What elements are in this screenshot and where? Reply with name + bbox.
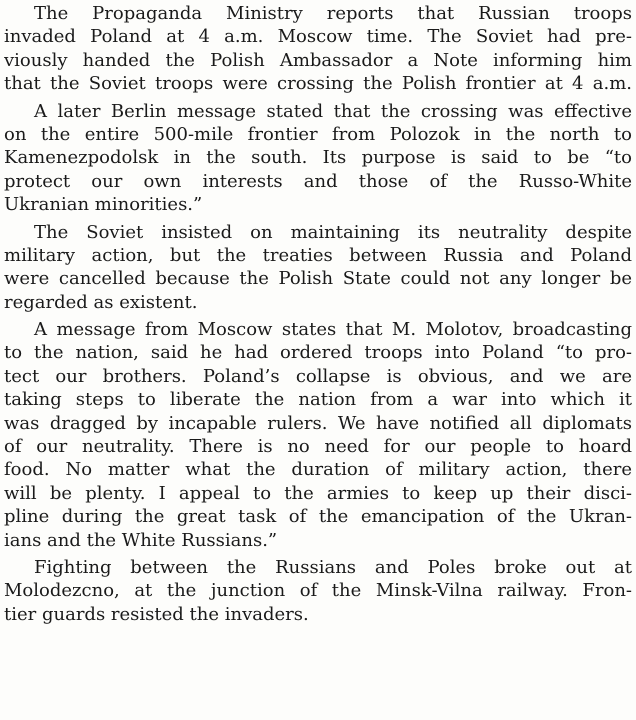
- text-line: tier guards resisted the invaders.: [4, 603, 309, 625]
- paragraph-1: [4, 2, 632, 96]
- text-line: regarded as existent.: [4, 291, 198, 313]
- text-line: The Propaganda Ministry reports that Russian troops: [34, 3, 632, 24]
- text-line: to the nation, said he had ordered troops into Poland “to pro-: [4, 342, 632, 364]
- text-line: Molodezcno, at the junction of the Minsk-Vilna railway. Fron-: [4, 580, 632, 602]
- paragraph-2: [4, 100, 632, 217]
- text-line: pline during the great task of the emancipation of the Ukran-: [4, 506, 632, 528]
- text-line: food. No matter what the duration of military action, there: [4, 459, 632, 481]
- text-line: Kamenezpodolsk in the south. Its purpose is said to be “to: [4, 147, 632, 169]
- text-line: on the entire 500-mile frontier from Polozok in the north to: [4, 123, 632, 145]
- text-line: military action, but the treaties between Russia and Poland: [4, 244, 632, 266]
- text-line: of our neutrality. There is no need for our people to hoard: [4, 436, 632, 458]
- text-line: protect our own interests and those of the Russo-White: [4, 170, 632, 192]
- text-line: Fighting between the Russians and Poles broke out at: [34, 556, 632, 578]
- text-line: viously handed the Polish Ambassador a Note informing him: [4, 49, 632, 71]
- text-line: was dragged by incapable rulers. We have notified all diplomats: [4, 412, 632, 434]
- paragraph-4: [4, 318, 632, 552]
- text-line: taking steps to liberate the nation from a war into which it: [4, 389, 632, 411]
- text-line: invaded Poland at 4 a.m. Moscow time. The Soviet had pre-: [4, 26, 632, 48]
- text-line: A later Berlin message stated that the crossing was effective: [34, 100, 632, 122]
- text-line: Ukranian minorities.”: [4, 194, 203, 216]
- paragraph-5: [4, 556, 632, 626]
- text-line: A message from Moscow states that M. Molotov, broadcasting: [34, 319, 632, 341]
- text-line: ians and the White Russians.”: [4, 529, 278, 551]
- text-line: tect our brothers. Poland’s collapse is obvious, and we are: [4, 365, 632, 387]
- text-line: will be plenty. I appeal to the armies to keep up their disci-: [4, 482, 632, 504]
- text-line: that the Soviet troops were crossing the Polish frontier at 4 a.m.: [4, 73, 632, 95]
- text-line: were cancelled because the Polish State could not any longer be: [4, 268, 632, 290]
- text-line: The Soviet insisted on maintaining its neutrality despite: [34, 221, 632, 243]
- paragraph-3: [4, 221, 632, 315]
